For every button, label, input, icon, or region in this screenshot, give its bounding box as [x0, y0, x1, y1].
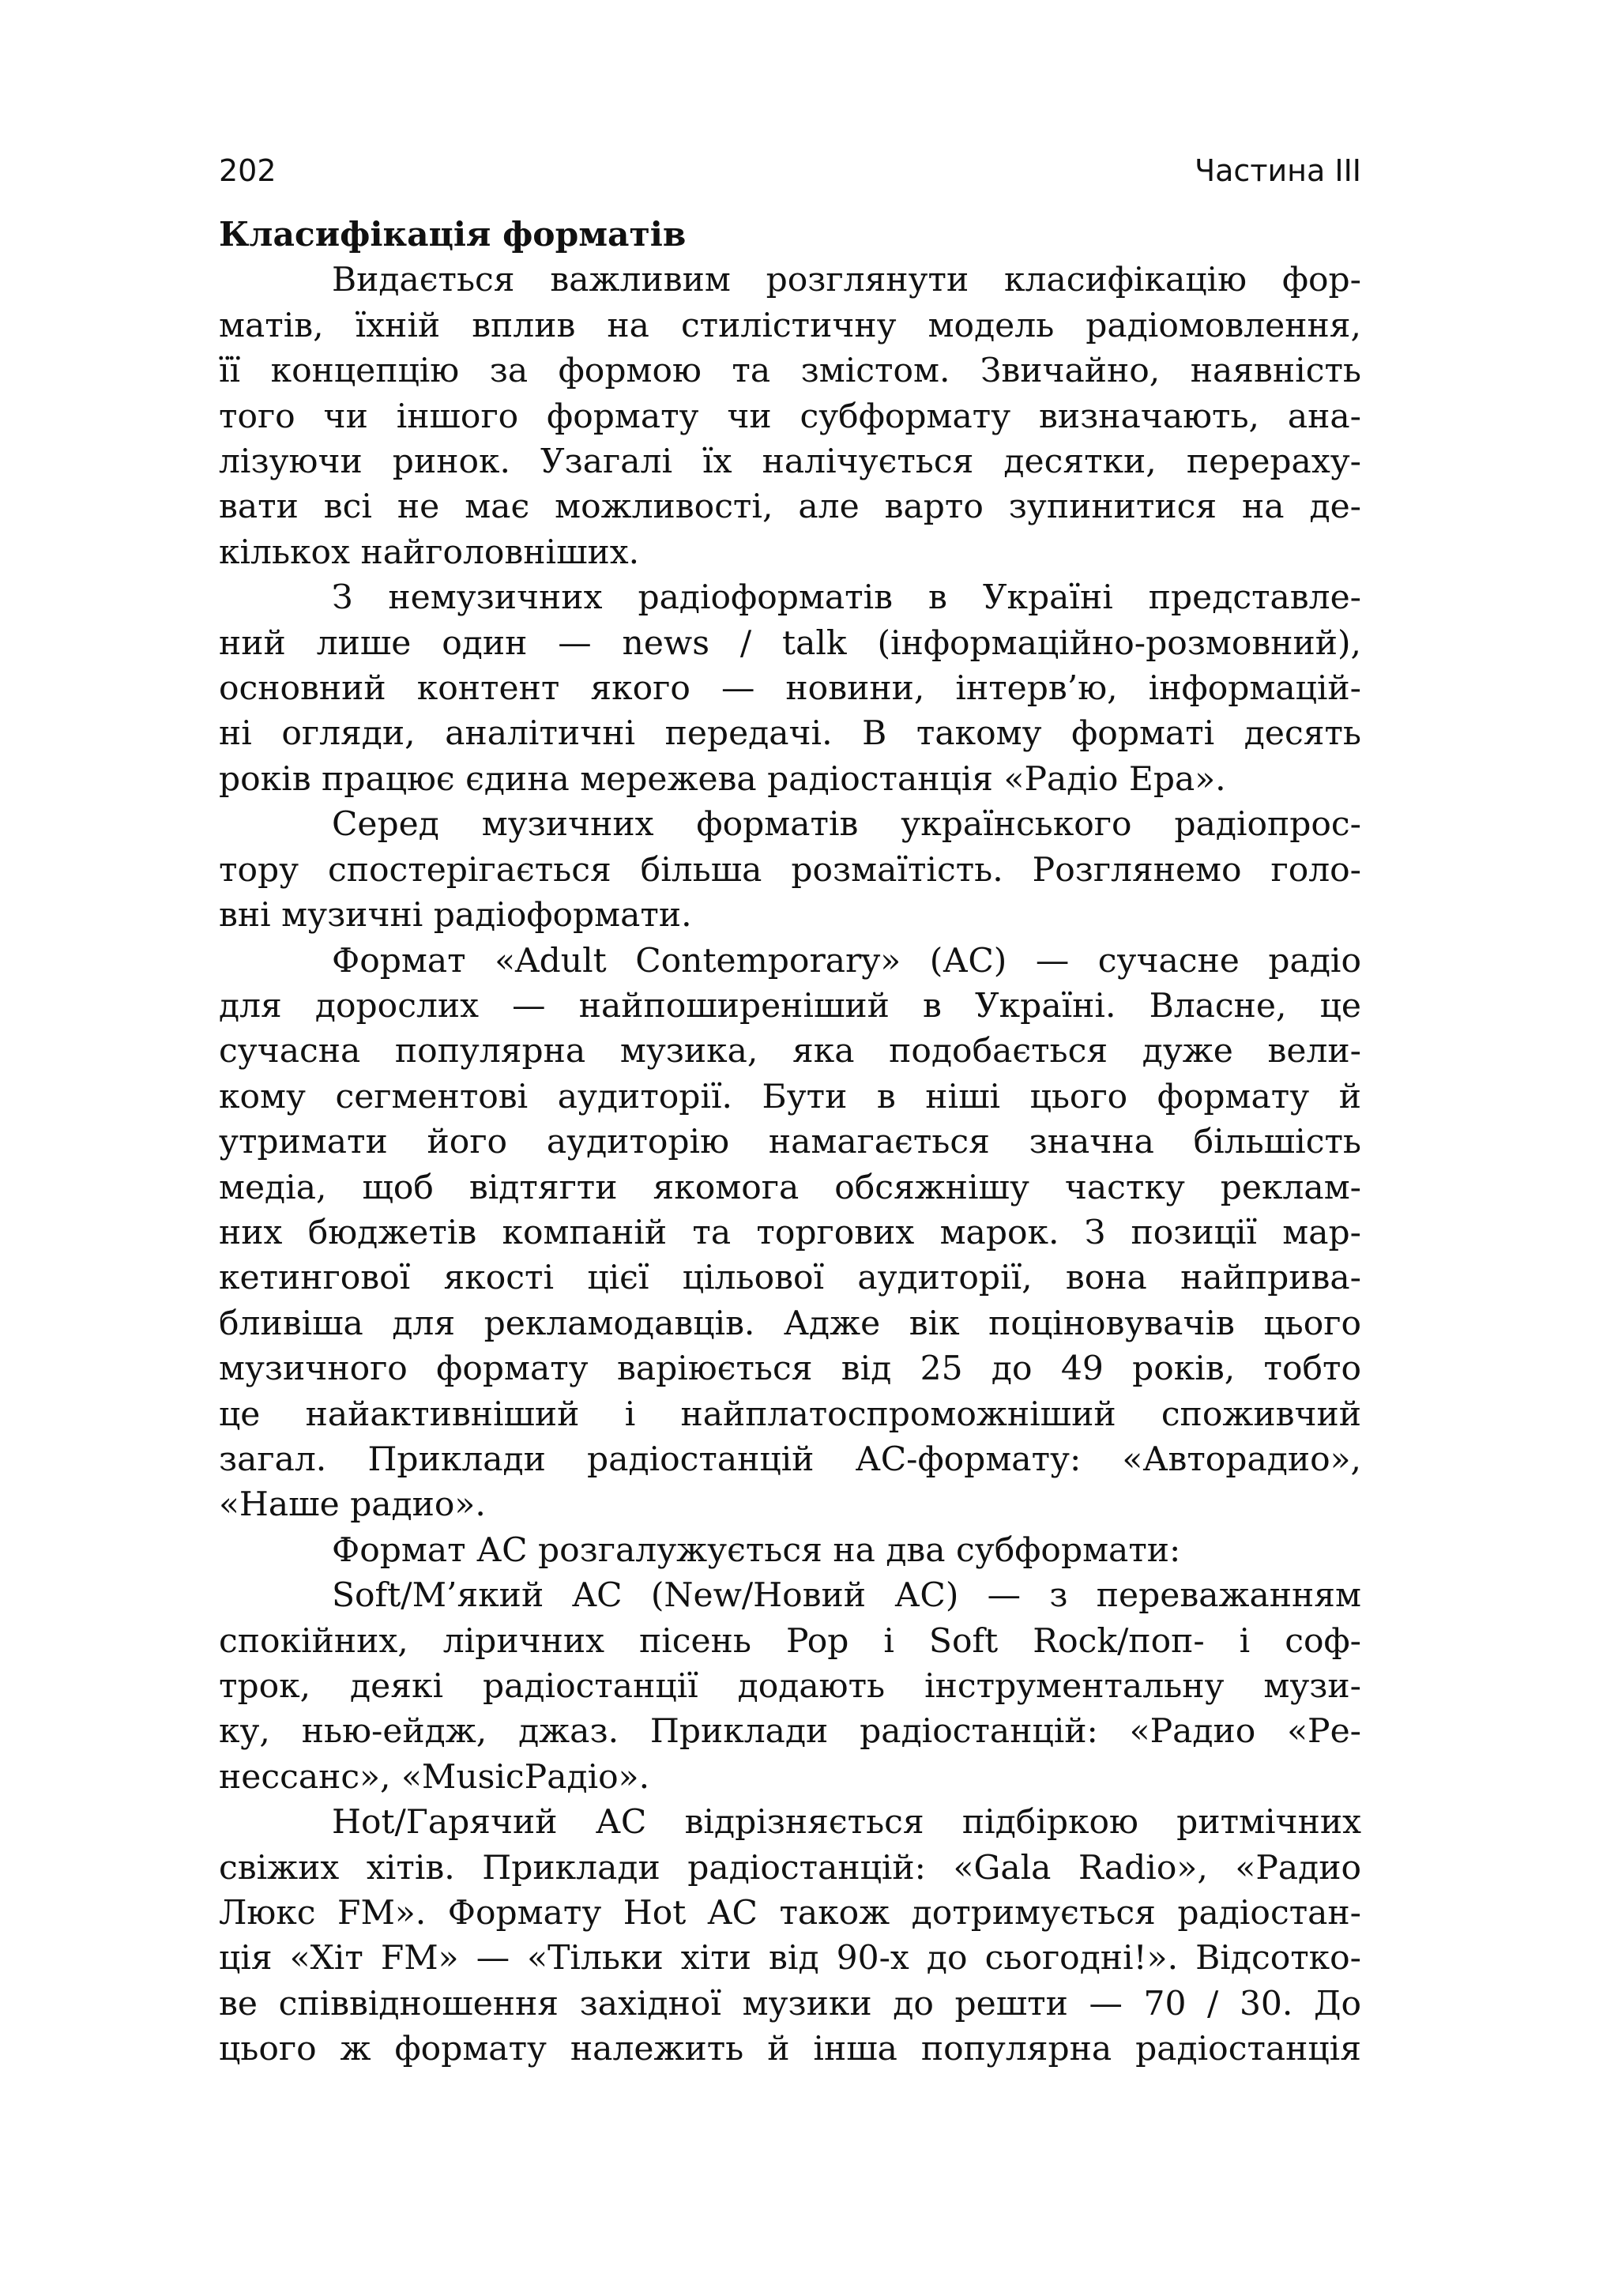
text-line: Hot/Гарячий АС відрізняється підбіркою ритмічних: [332, 1802, 1361, 1842]
text-line: Люкс FM». Формату Hot AC також дотримується радіостан-: [219, 1893, 1361, 1933]
text-line: основний контент якого — новини, інтерв’ю, інформацій-: [219, 668, 1361, 708]
text-line: ція «Хіт FM» — «Тільки хіти від 90-х до сьогодні!». Відсотко-: [219, 1938, 1361, 1978]
text-line: З немузичних радіоформатів в Україні представле-: [332, 578, 1361, 617]
text-line: матів, їхній вплив на стилістичну модель радіомовлення,: [219, 305, 1361, 344]
text-line: ні огляди, аналітичні передачі. В такому форматі десять: [219, 713, 1361, 753]
book-page: [219, 0, 1361, 2296]
paragraph: [219, 574, 1361, 801]
text-line: це найактивніший і найплатоспроможніший споживчий: [219, 1394, 1361, 1433]
running-head: [219, 147, 1361, 194]
page-number: 202: [219, 153, 277, 188]
paragraph: [219, 257, 1361, 574]
text-line: лізуючи ринок. Узагалі їх налічується десятки, перераху-: [219, 442, 1361, 481]
text-line: Формат АС розгалужується на два субформати:: [332, 1530, 1181, 1569]
text-line: того чи іншого формату чи субформату визначають, ана-: [219, 396, 1361, 435]
paragraph: [219, 938, 1361, 1527]
text-line: тору спостерігається більша розмаїтість. Розглянемо голо-: [219, 849, 1361, 889]
text-line: них бюджетів компаній та торгових марок. З позиції мар-: [219, 1212, 1361, 1252]
text-line: Формат «Adult Contemporary» (АС) — сучасне радіо: [332, 940, 1361, 980]
text-line: утримати його аудиторію намагається значна більшість: [219, 1122, 1361, 1161]
text-line: її концепцію за формою та змістом. Звичайно, наявність: [219, 351, 1361, 390]
text-line: ку, нью-ейдж, джаз. Приклади радіостанцій: «Радио «Ре-: [219, 1711, 1361, 1751]
text-line: «Наше радио».: [219, 1485, 486, 1524]
text-line: музичного формату варіюється від 25 до 49 років, тобто: [219, 1349, 1361, 1388]
paragraph: [219, 1572, 1361, 1799]
body-text: [219, 212, 1361, 2072]
text-line: ве співвідношення західної музики до решти — 70 / 30. До: [219, 1983, 1361, 2023]
text-line: Soft/М’який AC (New/Новий АС) — з переважанням: [332, 1575, 1361, 1615]
text-line: спокійних, ліричних пісень Pop і Soft Rock/поп- і соф-: [219, 1620, 1361, 1660]
part-label: Частина III: [1195, 153, 1361, 188]
text-line: вні музичні радіоформати.: [219, 895, 692, 935]
text-line: медіа, щоб відтягти якомога обсяжнішу частку реклам-: [219, 1167, 1361, 1206]
text-line: Видається важливим розглянути класифікацію фор-: [332, 260, 1361, 299]
text-line: цього ж формату належить й інша популярна радіостанція: [219, 2029, 1361, 2068]
text-line: бливіша для рекламодавців. Адже вік поціновувачів цього: [219, 1303, 1361, 1342]
text-line: для дорослих — найпоширеніший в Україні. Власне, це: [219, 985, 1361, 1025]
paragraph: [219, 1799, 1361, 2071]
text-line: років працює єдина мережева радіостанція «Радіо Ера».: [219, 758, 1226, 798]
text-line: сучасна популярна музика, яка подобається дуже вели-: [219, 1031, 1361, 1071]
text-line: ний лише один — news / talk (інформаційно-розмовний),: [219, 623, 1361, 662]
paragraph: [219, 1527, 1361, 1572]
paragraph: [219, 801, 1361, 937]
text-line: нессанс», «MusicPадіо».: [219, 1756, 650, 1796]
text-line: Серед музичних форматів українського радіопрос-: [332, 804, 1361, 844]
text-line: кому сегментові аудиторії. Бути в ніші цього формату й: [219, 1076, 1361, 1116]
text-line: кількох найголовніших.: [219, 532, 640, 571]
text-line: вати всі не має можливості, але варто зупинитися на де-: [219, 487, 1361, 526]
text-line: кетингової якості цієї цільової аудиторії, вона найприва-: [219, 1258, 1361, 1297]
text-line: трок, деякі радіостанції додають інструментальну музи-: [219, 1666, 1361, 1705]
section-title: Класифікація форматів: [219, 214, 687, 254]
text-line: загал. Приклади радіостанцій АС-формату: «Авторадио»,: [219, 1439, 1361, 1478]
text-line: свіжих хітів. Приклади радіостанцій: «Gala Radio», «Радио: [219, 1847, 1361, 1887]
